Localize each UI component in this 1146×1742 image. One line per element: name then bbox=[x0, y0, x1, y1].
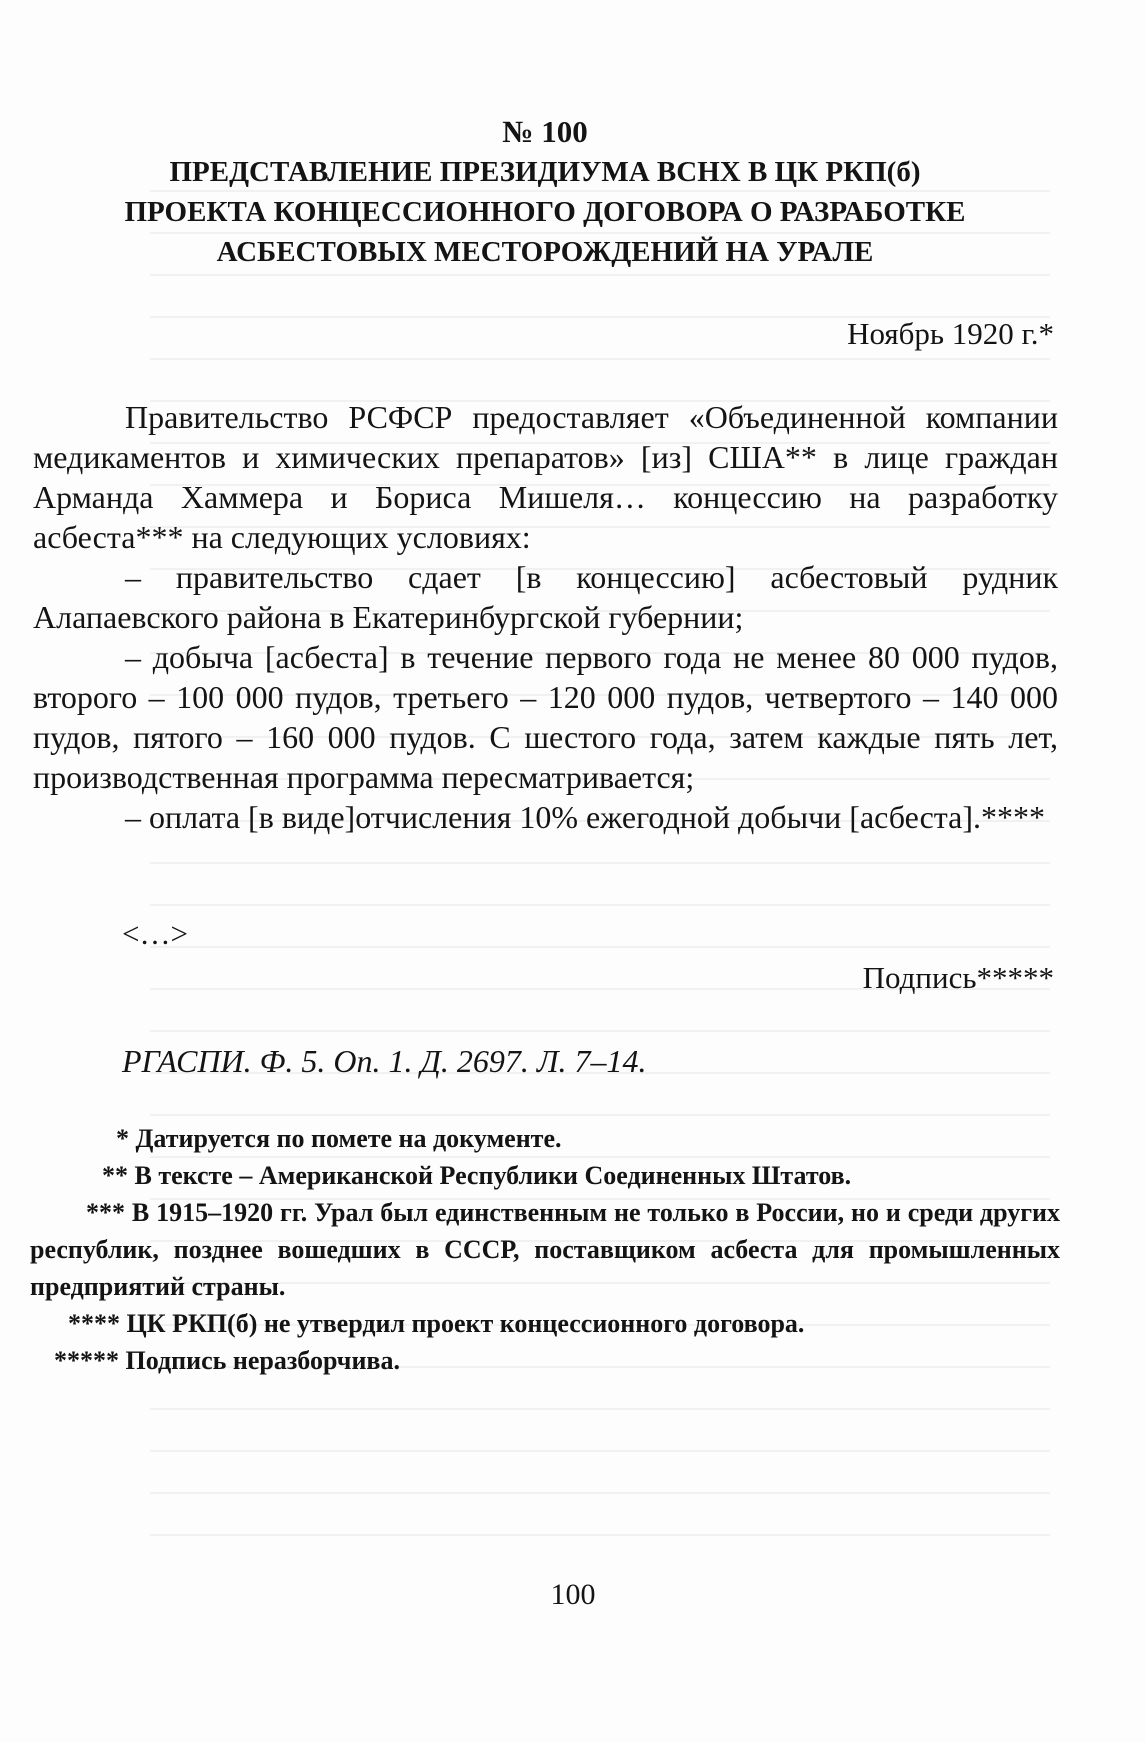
document-body bbox=[33, 397, 1058, 837]
footnote-5: ***** Подпись неразборчива. bbox=[54, 1346, 400, 1375]
footnote-1: * Датируется по помете на документе. bbox=[116, 1124, 562, 1153]
document-title-line-3: АСБЕСТОВЫХ МЕСТОРОЖДЕНИЙ НА УРАЛЕ bbox=[216, 236, 874, 268]
archive-source: РГАСПИ. Ф. 5. Оп. 1. Д. 2697. Л. 7–14. bbox=[122, 1043, 647, 1079]
document-title-line-2: ПРОЕКТА КОНЦЕССИОННОГО ДОГОВОРА О РАЗРАБОТКЕ bbox=[124, 196, 966, 228]
signature: Подпись***** bbox=[862, 960, 1054, 995]
document-title-line-1: ПРЕДСТАВЛЕНИЕ ПРЕЗИДИУМА ВСНХ В ЦК РКП(б) bbox=[169, 156, 921, 188]
footnote-2: ** В тексте – Американской Республики Соединенных Штатов. bbox=[102, 1161, 852, 1190]
page-number: 100 bbox=[550, 1578, 596, 1611]
document-number: № 100 bbox=[502, 114, 588, 149]
body-paragraph-1: Правительство РСФСР предоставляет «Объединенной компании медикаментов и химических препаратов» [из] США** в лице граждан Арманда Хаммера и Бориса Мишеля… концессию на разработку асбеста*** на следующих условиях: bbox=[33, 399, 1058, 555]
body-paragraph-4: – оплата [в виде]отчисления 10% ежегодной добычи [асбеста].**** bbox=[125, 799, 1046, 835]
footnotes bbox=[30, 1120, 1060, 1379]
footnote-4: **** ЦК РКП(б) не утвердил проект концессионного договора. bbox=[68, 1309, 805, 1338]
body-paragraph-2: – правительство сдает [в концессию] асбестовый рудник Алапаевского района в Екатеринбургской губернии; bbox=[33, 559, 1058, 635]
body-paragraph-3: – добыча [асбеста] в течение первого года не менее 80 000 пудов, второго – 100 000 пудов, третьего – 120 000 пудов, четвертого – 140 000 пудов, пятого – 160 000 пудов. С шестого года, затем каждые пять лет, производственная программа пересматривается; bbox=[33, 639, 1058, 795]
document-header bbox=[30, 112, 1060, 272]
omission-mark: <…> bbox=[122, 916, 188, 951]
footnote-3: *** В 1915–1920 гг. Урал был единственным не только в России, но и среди других республик, позднее вошедших в СССР, поставщиком асбеста для промышленных предприятий страны. bbox=[30, 1198, 1060, 1301]
document-date: Ноябрь 1920 г.* bbox=[847, 316, 1054, 351]
